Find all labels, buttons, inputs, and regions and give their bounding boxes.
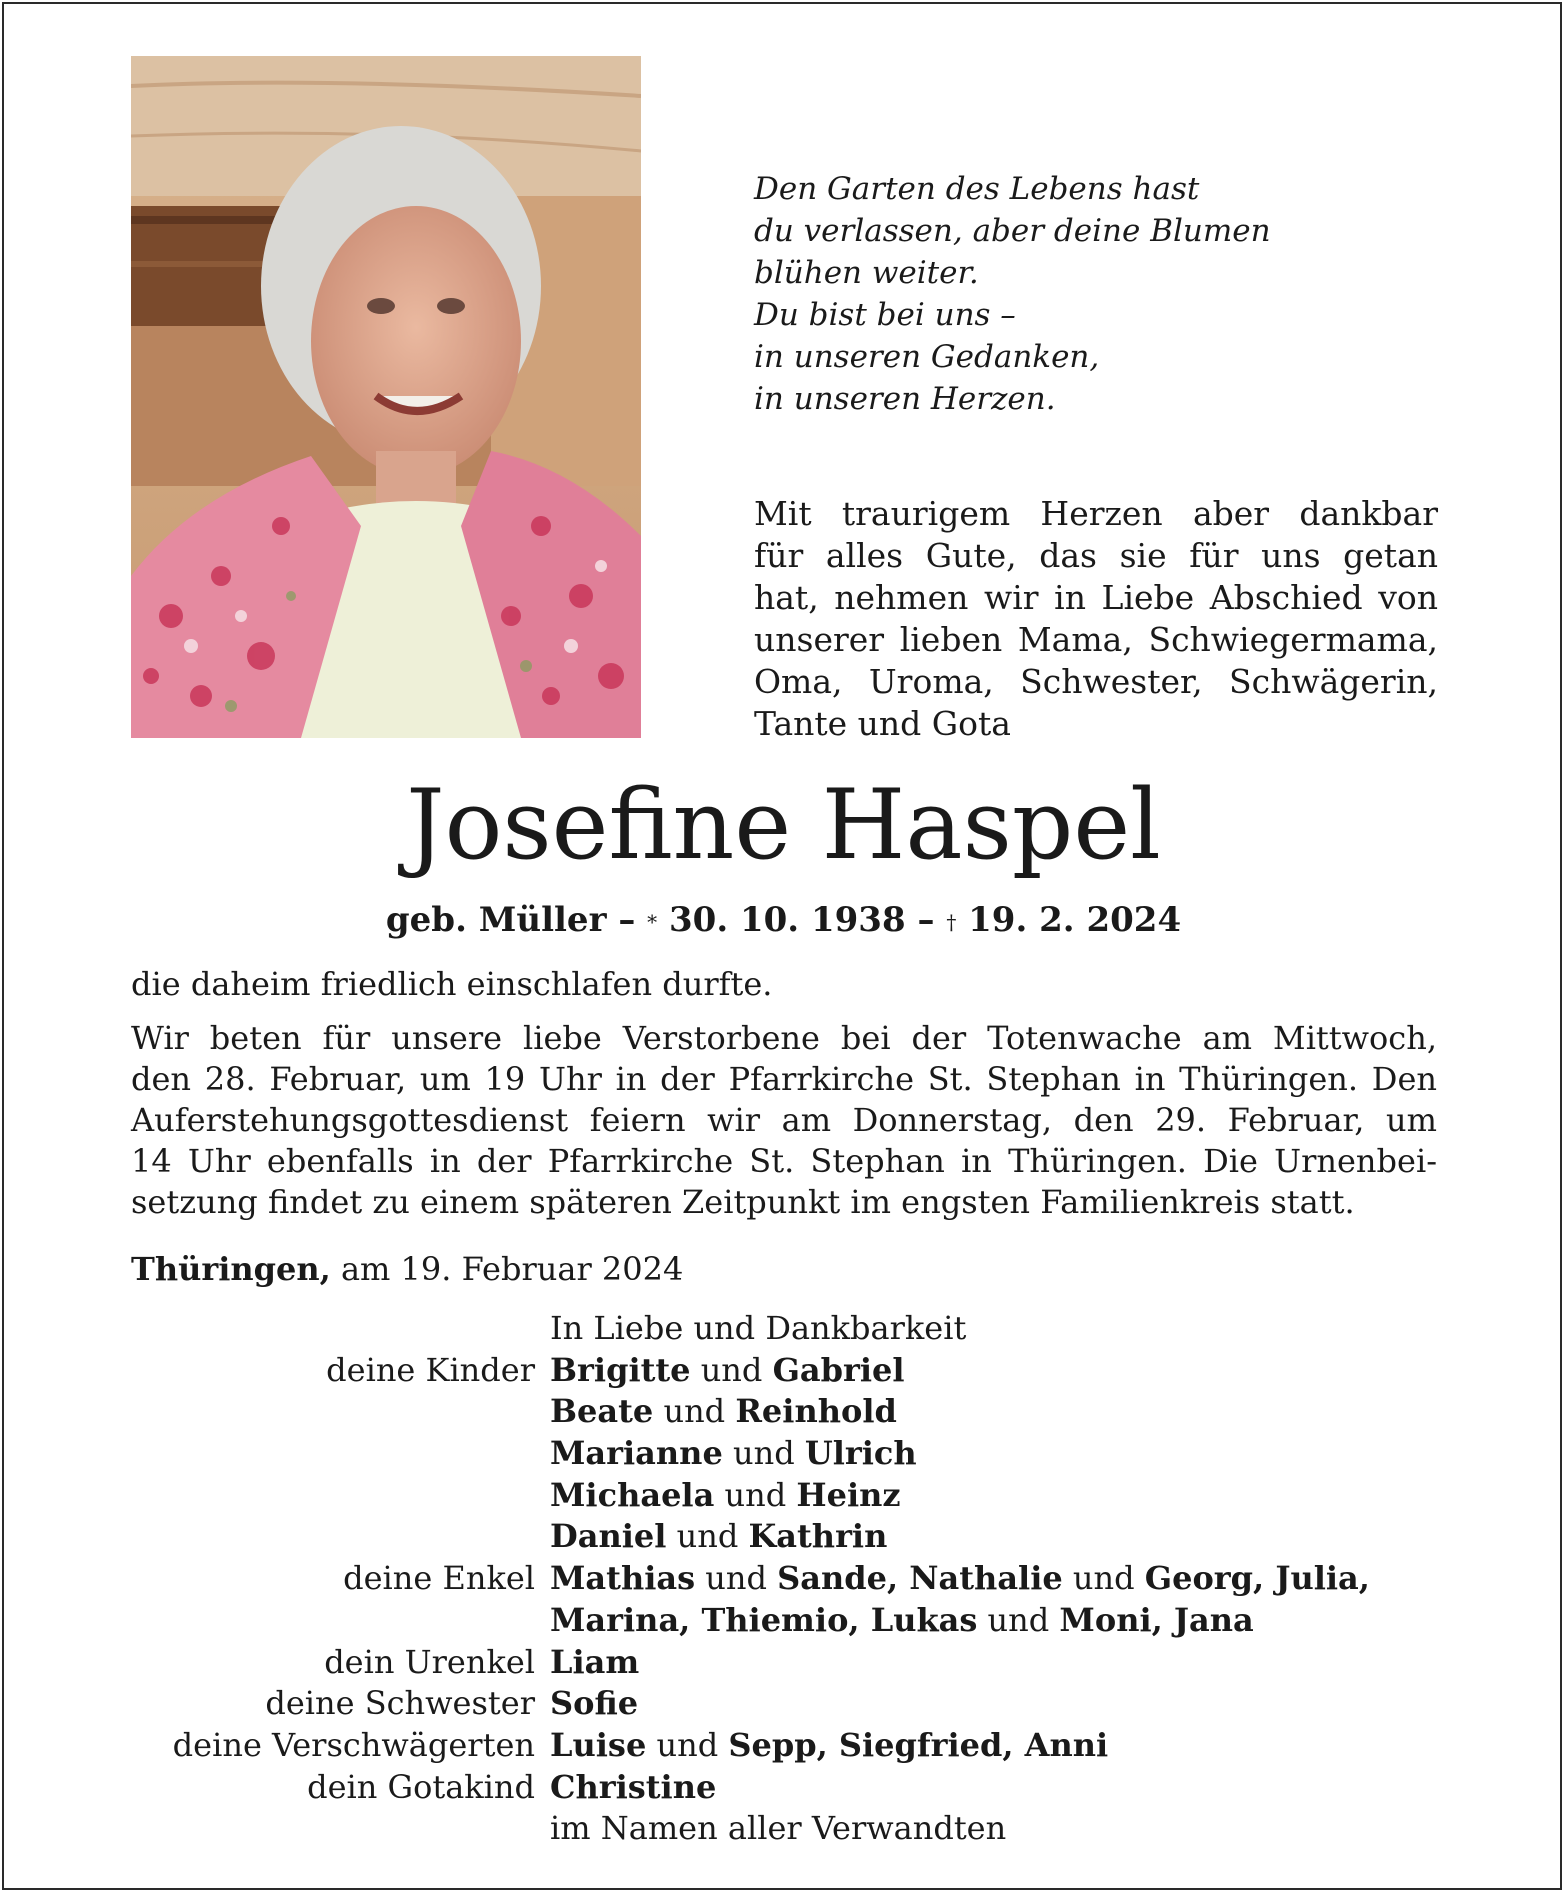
- mourner-name: Liam: [550, 1642, 640, 1681]
- relation-label: dein Gotakind: [307, 1767, 535, 1806]
- mourner-row-kinder: [0, 1516, 1567, 1558]
- intro-line: unserer lieben Mama, Schwiegermama,: [754, 620, 1438, 659]
- mourner-name: Marianne: [550, 1434, 723, 1473]
- mourner-names: [550, 1350, 905, 1392]
- mourner-name: Kathrin: [748, 1517, 888, 1556]
- mourner-row-kinder: [0, 1391, 1567, 1433]
- conjunction: und: [705, 1559, 767, 1598]
- mourner-name: Gabriel: [772, 1350, 905, 1389]
- mourner-name: Reinhold: [735, 1392, 897, 1431]
- conjunction: und: [700, 1350, 763, 1389]
- death-cross-icon: †: [946, 910, 957, 934]
- separator: –: [606, 900, 648, 940]
- deceased-name: Josefine Haspel: [406, 769, 1161, 881]
- mourner-names: [550, 1391, 897, 1433]
- mourner-name: Luise: [550, 1725, 647, 1764]
- mourner-row-kinder: [0, 1433, 1567, 1475]
- memorial-poem: [754, 168, 1314, 420]
- mourner-name: Christine: [550, 1767, 717, 1806]
- relation-label: dein Urenkel: [324, 1642, 535, 1681]
- signature-opening: In Liebe und Dankbarkeit: [550, 1309, 967, 1347]
- mourner-name: Daniel: [550, 1517, 667, 1556]
- mourner-row-kinder: [0, 1475, 1567, 1517]
- mourner-name: Ulrich: [804, 1434, 917, 1473]
- portrait-photo: [131, 56, 641, 738]
- mourner-name: Sepp, Siegfried, Anni: [728, 1725, 1109, 1764]
- mourner-name: Moni, Jana: [1059, 1600, 1254, 1639]
- conjunction: und: [724, 1475, 787, 1514]
- birth-date: 30. 10. 1938: [657, 900, 906, 940]
- mourner-names: [550, 1475, 901, 1517]
- mourner-row-enkel: [0, 1558, 1567, 1600]
- poem-line: Du bist bei uns –: [754, 297, 1016, 333]
- mourner-row-verschwaegerte: [0, 1725, 1567, 1767]
- mourner-row-gotakind: [0, 1767, 1567, 1809]
- intro-text: [754, 493, 1438, 745]
- life-dates: [0, 898, 1567, 942]
- body-line: Wir beten für unsere liebe Verstorbene bei der Totenwache am Mittwoch,: [131, 1019, 1437, 1057]
- intro-line: Tante und Gota: [754, 704, 1011, 743]
- mourner-names: [550, 1725, 1108, 1767]
- intro-line: Oma, Uroma, Schwester, Schwägerin,: [754, 662, 1438, 701]
- mourner-name: Georg, Julia,: [1144, 1559, 1370, 1598]
- mourner-row-urenkel: [0, 1642, 1567, 1684]
- relation-label: deine Kinder: [326, 1350, 535, 1389]
- relation-label: deine Schwester: [265, 1684, 535, 1723]
- body-line: setzung findet zu einem späteren Zeitpunkt im engsten Familienkreis statt.: [131, 1183, 1355, 1221]
- mourner-name: Michaela: [550, 1475, 715, 1514]
- notice-date: am 19. Februar 2024: [330, 1250, 684, 1288]
- place-city: Thüringen,: [131, 1250, 331, 1288]
- mourner-name: Marina, Thiemio, Lukas: [550, 1600, 978, 1639]
- body-line: den 28. Februar, um 19 Uhr in der Pfarrkirche St. Stephan in Thüringen. Den: [131, 1060, 1437, 1098]
- poem-line: du verlassen, aber deine Blumen: [754, 213, 1271, 249]
- separator: –: [905, 900, 947, 940]
- mourner-name: Beate: [550, 1392, 654, 1431]
- conjunction: und: [676, 1517, 739, 1556]
- mourner-name: Brigitte: [550, 1350, 691, 1389]
- maiden-name: geb. Müller: [385, 900, 607, 940]
- poem-line: in unseren Gedanken,: [754, 339, 1100, 375]
- conjunction: und: [656, 1725, 719, 1764]
- mourner-names: [550, 1683, 638, 1725]
- intro-line: hat, nehmen wir in Liebe Abschied von: [754, 578, 1438, 617]
- mourner-names: [550, 1558, 1370, 1600]
- conjunction: und: [1072, 1559, 1135, 1598]
- mourners-list: [0, 1308, 1567, 1850]
- mourner-name: Sofie: [550, 1684, 639, 1723]
- mourner-names: [550, 1767, 716, 1809]
- mourner-row-schwester: [0, 1683, 1567, 1725]
- body-line: Auferstehungsgottesdienst feiern wir am Donnerstag, den 29. Februar, um: [131, 1101, 1437, 1139]
- poem-line: in unseren Herzen.: [754, 381, 1056, 417]
- mourner-name: Mathias: [550, 1559, 696, 1598]
- mourner-names: [550, 1600, 1254, 1642]
- mourner-name: Heinz: [796, 1475, 901, 1514]
- passing-note: die daheim friedlich einschlafen durfte.: [131, 965, 773, 1003]
- death-date: 19. 2. 2024: [956, 900, 1182, 940]
- place-date: [131, 1248, 683, 1290]
- relation-label: deine Verschwägerten: [172, 1725, 535, 1764]
- mourner-names: [550, 1642, 639, 1684]
- conjunction: und: [663, 1392, 726, 1431]
- relation-label: deine Enkel: [343, 1559, 535, 1598]
- mourner-row-enkel: [0, 1600, 1567, 1642]
- mourner-name: Sande, Nathalie: [777, 1559, 1063, 1598]
- mourner-names: [550, 1516, 887, 1558]
- intro-line: für alles Gute, das sie für uns getan: [754, 536, 1438, 575]
- signature-opening-row: [0, 1308, 1567, 1350]
- conjunction: und: [732, 1434, 795, 1473]
- poem-line: Den Garten des Lebens hast: [754, 171, 1200, 207]
- body-line: 14 Uhr ebenfalls in der Pfarrkirche St. Stephan in Thüringen. Die Urnenbei-: [131, 1142, 1437, 1180]
- intro-line: Mit traurigem Herzen aber dankbar: [754, 494, 1438, 533]
- mourner-names: [550, 1433, 917, 1475]
- conjunction: und: [987, 1600, 1050, 1639]
- signature-closing: im Namen aller Verwandten: [550, 1809, 1007, 1848]
- service-details: [131, 1018, 1437, 1223]
- birth-star-icon: *: [647, 910, 658, 934]
- poem-line: blühen weiter.: [754, 255, 979, 291]
- signature-closing-row: [0, 1808, 1567, 1850]
- mourner-row-kinder: [0, 1350, 1567, 1392]
